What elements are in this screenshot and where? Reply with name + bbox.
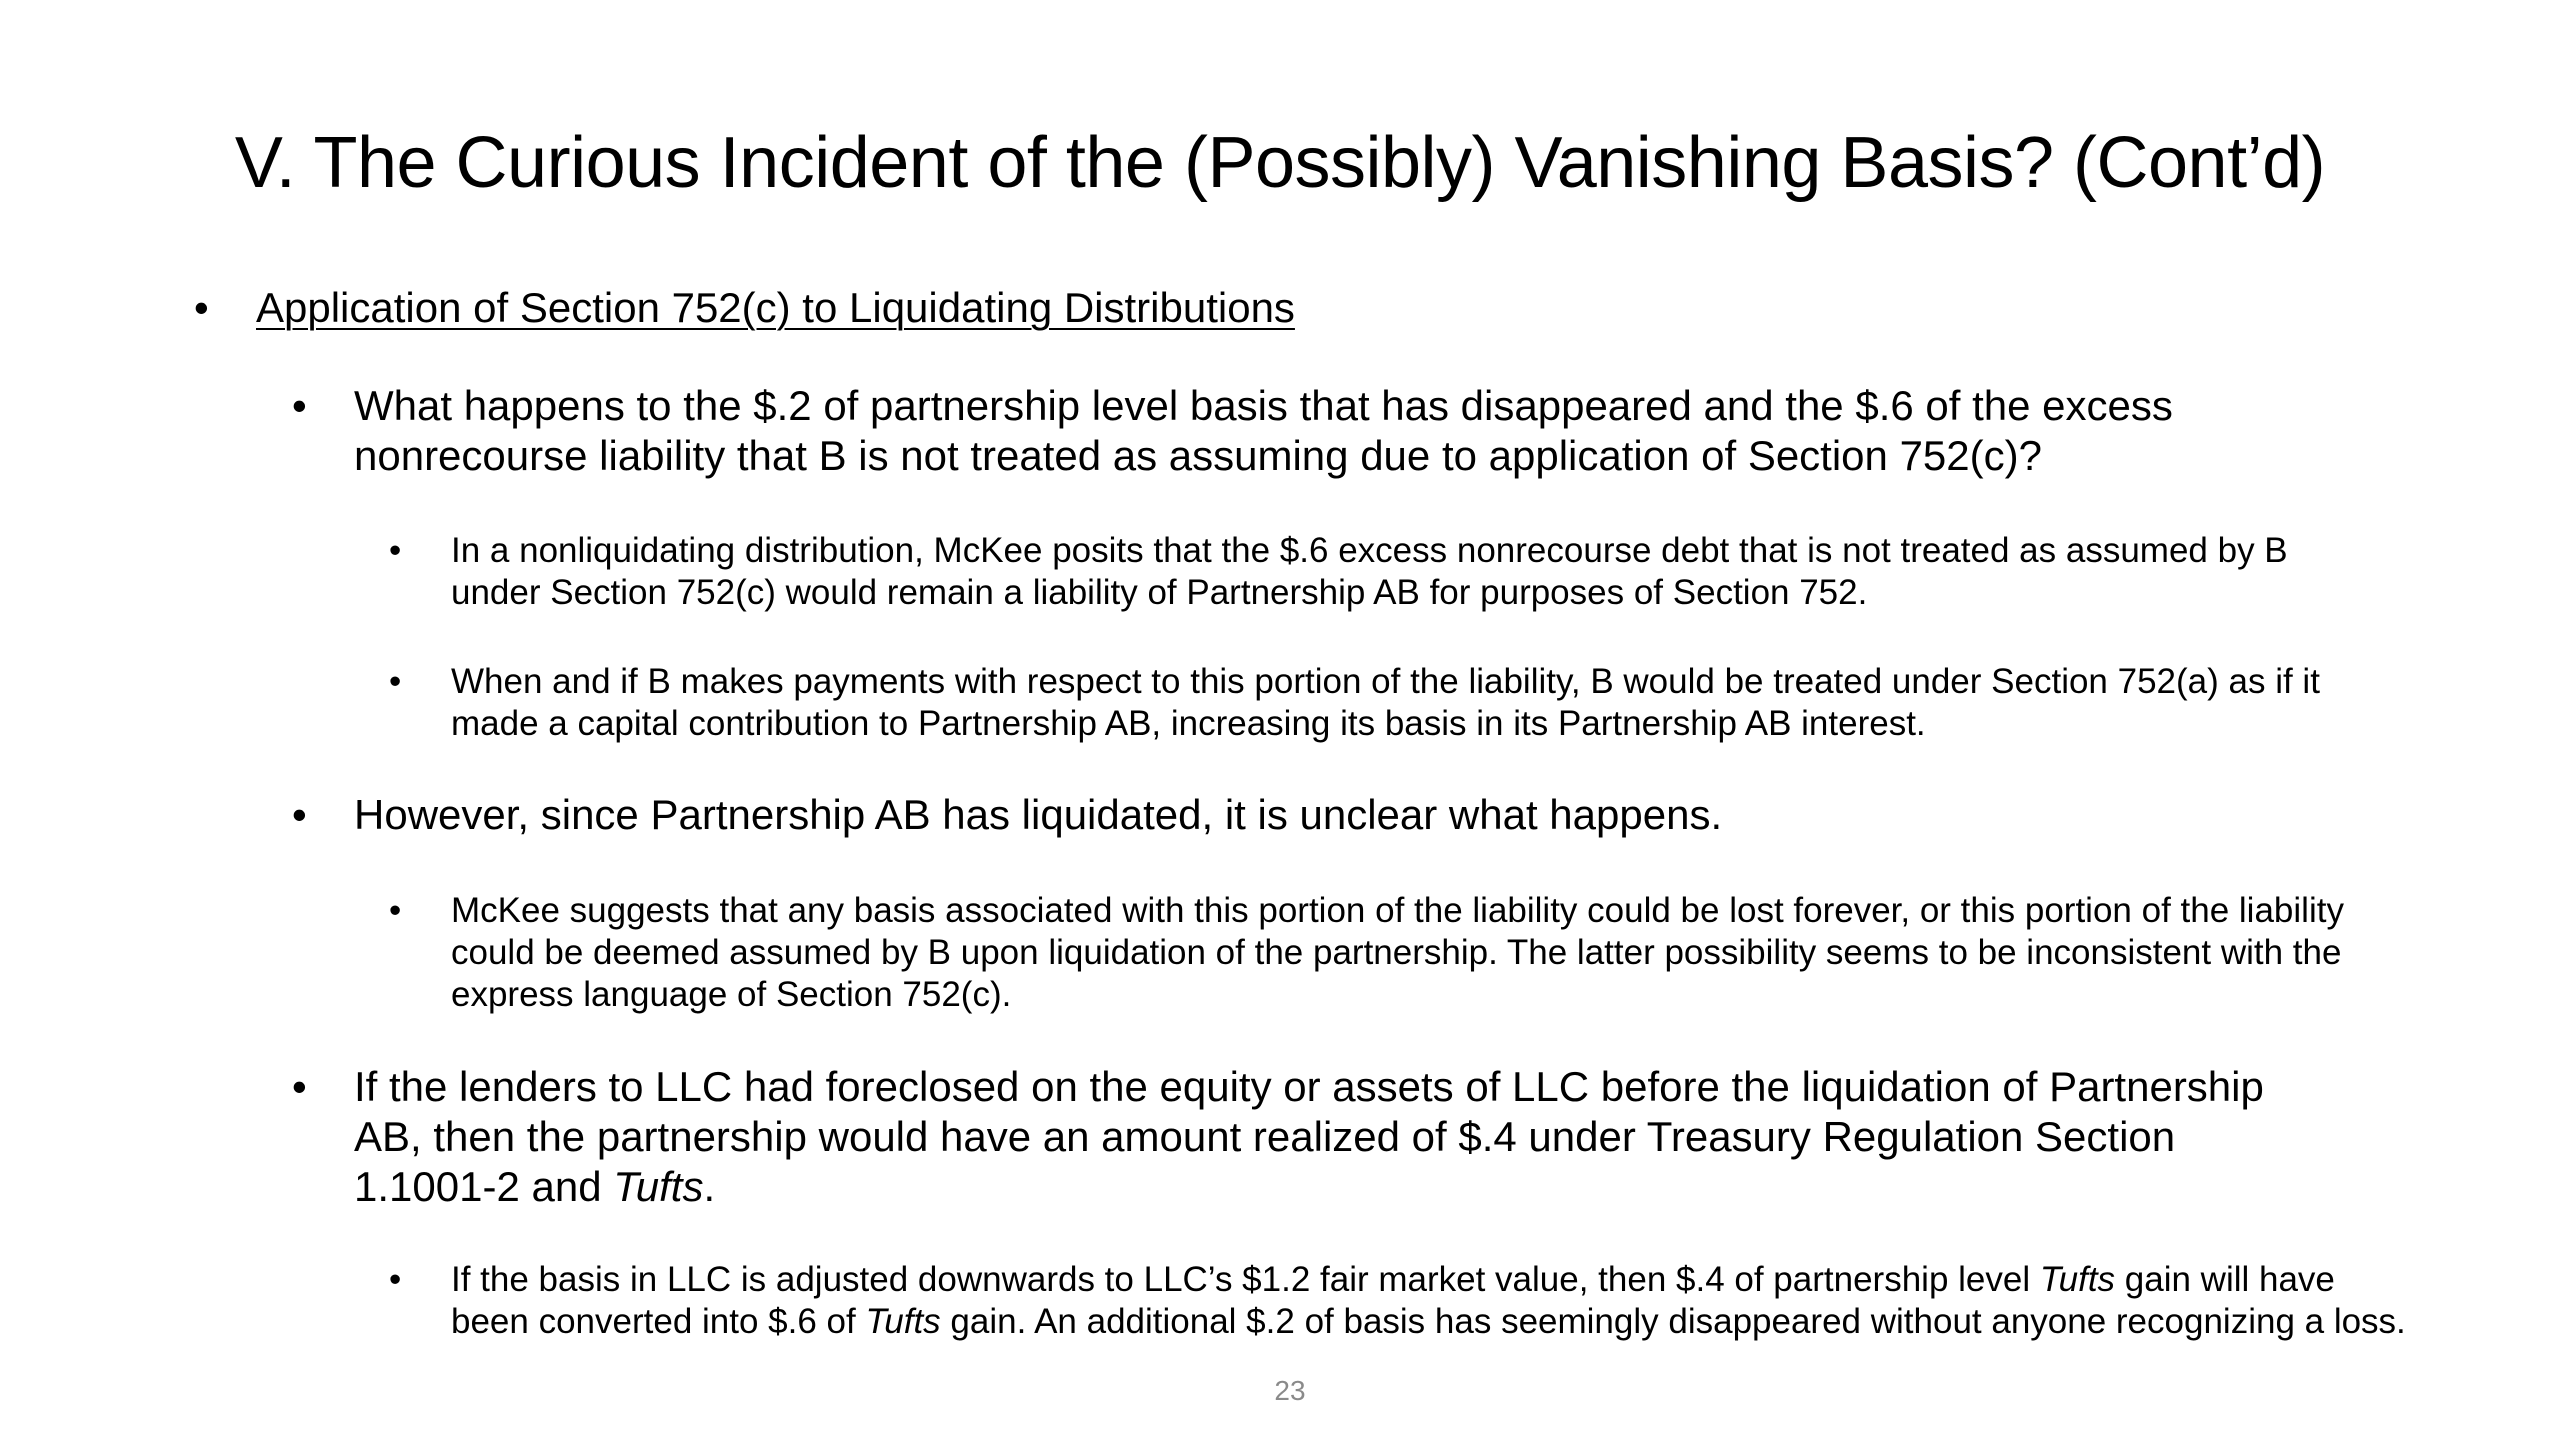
sub-bullet-4-part-1: If the basis in LLC is adjusted downwards to LLC’s $1.2 fair market value, then $.4 of partnership level <box>451 1260 2040 1299</box>
tufts-italic: Tufts <box>865 1302 941 1341</box>
question-2-text: However, since Partnership AB has liquidated, it is unclear what happens. <box>354 791 1723 838</box>
bullet-dot: • <box>292 1063 307 1110</box>
sub-bullet-3-text: McKee suggests that any basis associated with this portion of the liability could be lost forever, or this portion of the liability could be deemed assumed by B upon liquidation of the partnership. The latter possibility seems to be inconsistent with the express language of Section 752(c). <box>451 891 2344 1014</box>
question-1-text: What happens to the $.2 of partnership level basis that has disappeared and the $.6 of the excess nonrecourse liability that B is not treated as assuming due to application of Section 752(c)? <box>354 382 2173 479</box>
question-3-text <box>354 1062 2314 1212</box>
bullet-dot: • <box>292 791 307 838</box>
section-heading-bullet <box>194 283 2356 333</box>
sub-bullet-4 <box>389 1259 2411 1343</box>
sub-bullet-4-part-2: gain will have been converted into $.6 of <box>451 1260 2335 1341</box>
bullet-dot: • <box>389 1260 402 1299</box>
tufts-italic: Tufts <box>613 1163 704 1210</box>
bullet-dot: • <box>194 284 209 331</box>
bullet-dot: • <box>389 531 402 570</box>
sub-bullet-1 <box>389 530 2371 614</box>
sub-bullet-4-part-3: gain. An additional $.2 of basis has seemingly disappeared without anyone recognizing a loss. <box>940 1302 2406 1341</box>
sub-bullet-3 <box>389 890 2411 1016</box>
page-number: 23 <box>1274 1375 1306 1406</box>
sub-bullet-2-text: When and if B makes payments with respect to this portion of the liability, B would be treated under Section 752(a) as if it made a capital contribution to Partnership AB, increasing its basis in its Partnership AB interest. <box>451 662 2320 743</box>
slide-title: V. The Curious Incident of the (Possibly) Vanishing Basis? (Cont’d) <box>234 123 2326 203</box>
tufts-italic: Tufts <box>2039 1260 2116 1299</box>
bullet-dot: • <box>389 891 402 930</box>
sub-bullet-1-text: In a nonliquidating distribution, McKee posits that the $.6 excess nonrecourse debt that is not treated as assumed by B under Section 752(c) would remain a liability of Partnership AB for purposes of Section 752. <box>451 531 2288 612</box>
question-3-part-1: If the lenders to LLC had foreclosed on the equity or assets of LLC before the liquidation of Partnership AB, then the partnership would have an amount realized of $.4 under Treasury Regulation Section 1.1001-2 and <box>354 1063 2264 1210</box>
question-bullet-3 <box>292 1062 2314 1212</box>
question-bullet-2 <box>292 790 2414 840</box>
bullet-dot: • <box>292 382 307 429</box>
sub-bullet-4-text <box>451 1259 2411 1343</box>
question-3-part-2: . <box>703 1163 716 1210</box>
question-bullet-1 <box>292 381 2414 481</box>
sub-bullet-2 <box>389 661 2371 745</box>
bullet-dot: • <box>389 662 402 701</box>
section-heading: Application of Section 752(c) to Liquidating Distributions <box>256 284 1295 331</box>
